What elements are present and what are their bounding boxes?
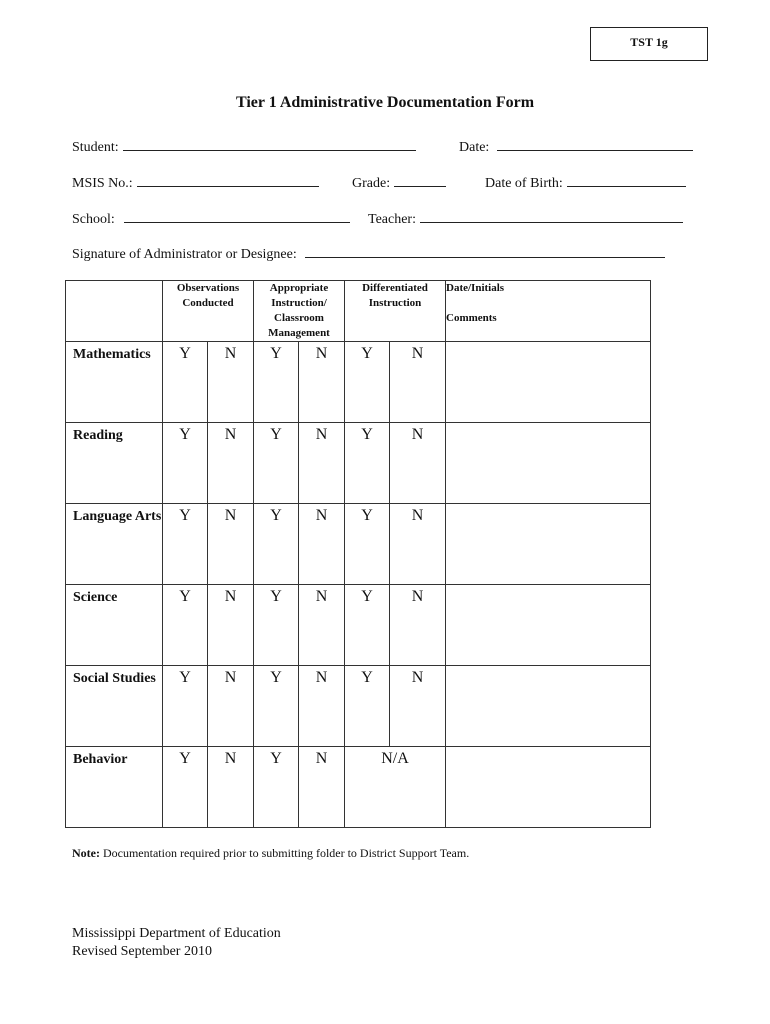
table-row <box>66 666 651 747</box>
observations-yes[interactable]: Y <box>163 585 208 666</box>
observations-yes[interactable]: Y <box>163 504 208 585</box>
observations-yes[interactable]: Y <box>163 342 208 423</box>
student-field[interactable] <box>72 139 416 156</box>
teacher-line[interactable] <box>420 211 683 223</box>
footer-department: Mississippi Department of Education <box>72 926 281 941</box>
differentiated-yes[interactable]: Y <box>345 423 390 504</box>
appropriate-no[interactable]: N <box>299 585 345 666</box>
appropriate-yes[interactable]: Y <box>254 747 299 828</box>
differentiated-no[interactable]: N <box>390 504 446 585</box>
msis-field[interactable] <box>72 175 319 192</box>
differentiated-no[interactable]: N <box>390 585 446 666</box>
header-date-comments <box>446 281 651 342</box>
comments-cell[interactable] <box>446 423 651 504</box>
subject-language-arts: Language Arts <box>66 504 163 585</box>
comments-cell[interactable] <box>446 666 651 747</box>
observations-no[interactable]: N <box>208 585 254 666</box>
signature-label: Signature of Administrator or Designee: <box>72 247 297 262</box>
observations-no[interactable]: N <box>208 747 254 828</box>
page-title: Tier 1 Administrative Documentation Form <box>235 94 535 111</box>
form-id-box: TST 1g <box>590 27 708 61</box>
appropriate-yes[interactable]: Y <box>254 585 299 666</box>
appropriate-yes[interactable]: Y <box>254 423 299 504</box>
subject-behavior: Behavior <box>66 747 163 828</box>
comments-cell[interactable] <box>446 342 651 423</box>
appropriate-no[interactable]: N <box>299 666 345 747</box>
appropriate-yes[interactable]: Y <box>254 342 299 423</box>
differentiated-yes[interactable]: Y <box>345 504 390 585</box>
observations-no[interactable]: N <box>208 342 254 423</box>
note-body: Documentation required prior to submitting folder to District Support Team. <box>99 846 470 860</box>
header-blank <box>66 281 163 342</box>
header-row <box>66 281 651 342</box>
school-line[interactable] <box>124 211 350 223</box>
footer <box>72 925 281 961</box>
signature-field[interactable] <box>72 246 665 263</box>
differentiated-yes[interactable]: Y <box>345 666 390 747</box>
table-row <box>66 585 651 666</box>
appropriate-no[interactable]: N <box>299 747 345 828</box>
msis-label: MSIS No.: <box>72 176 133 191</box>
appropriate-yes[interactable]: Y <box>254 666 299 747</box>
header-observations: Observations Conducted <box>163 281 254 342</box>
table-row <box>66 423 651 504</box>
teacher-field[interactable] <box>368 211 683 228</box>
differentiated-yes[interactable]: Y <box>345 585 390 666</box>
header-date-initials: Date/Initials <box>446 282 505 294</box>
appropriate-no[interactable]: N <box>299 423 345 504</box>
dob-field[interactable] <box>485 175 686 192</box>
header-comments: Comments <box>446 312 497 324</box>
header-appropriate: Appropriate Instruction/ Classroom Management <box>254 281 345 342</box>
table-row <box>66 342 651 423</box>
differentiated-yes[interactable]: Y <box>345 342 390 423</box>
observations-yes[interactable]: Y <box>163 747 208 828</box>
subject-science: Science <box>66 585 163 666</box>
note-label: Note: <box>72 846 100 860</box>
comments-cell[interactable] <box>446 747 651 828</box>
header-differentiated: Differentiated Instruction <box>345 281 446 342</box>
teacher-label: Teacher: <box>368 212 416 227</box>
grade-field[interactable] <box>352 175 446 192</box>
comments-cell[interactable] <box>446 585 651 666</box>
table-row <box>66 747 651 828</box>
footer-revised: Revised September 2010 <box>72 944 212 959</box>
grade-line[interactable] <box>394 175 446 187</box>
table-row <box>66 504 651 585</box>
school-label: School: <box>72 212 115 227</box>
date-field[interactable] <box>459 139 693 156</box>
date-line[interactable] <box>497 139 693 151</box>
observations-no[interactable]: N <box>208 423 254 504</box>
differentiated-no[interactable]: N <box>390 423 446 504</box>
appropriate-no[interactable]: N <box>299 504 345 585</box>
student-line[interactable] <box>123 139 416 151</box>
differentiated-no[interactable]: N <box>390 666 446 747</box>
subject-social-studies: Social Studies <box>66 666 163 747</box>
date-label: Date: <box>459 140 490 155</box>
grade-label: Grade: <box>352 176 391 191</box>
dob-line[interactable] <box>567 175 686 187</box>
observations-no[interactable]: N <box>208 504 254 585</box>
school-field[interactable] <box>72 211 350 228</box>
dob-label: Date of Birth: <box>485 176 563 191</box>
differentiated-na: N/A <box>345 747 446 828</box>
appropriate-no[interactable]: N <box>299 342 345 423</box>
note-text <box>72 846 469 861</box>
subject-reading: Reading <box>66 423 163 504</box>
msis-line[interactable] <box>137 175 319 187</box>
differentiated-no[interactable]: N <box>390 342 446 423</box>
subject-mathematics: Mathematics <box>66 342 163 423</box>
observations-no[interactable]: N <box>208 666 254 747</box>
documentation-table <box>65 280 651 828</box>
observations-yes[interactable]: Y <box>163 666 208 747</box>
observations-yes[interactable]: Y <box>163 423 208 504</box>
student-label: Student: <box>72 140 119 155</box>
appropriate-yes[interactable]: Y <box>254 504 299 585</box>
comments-cell[interactable] <box>446 504 651 585</box>
signature-line[interactable] <box>305 246 665 258</box>
